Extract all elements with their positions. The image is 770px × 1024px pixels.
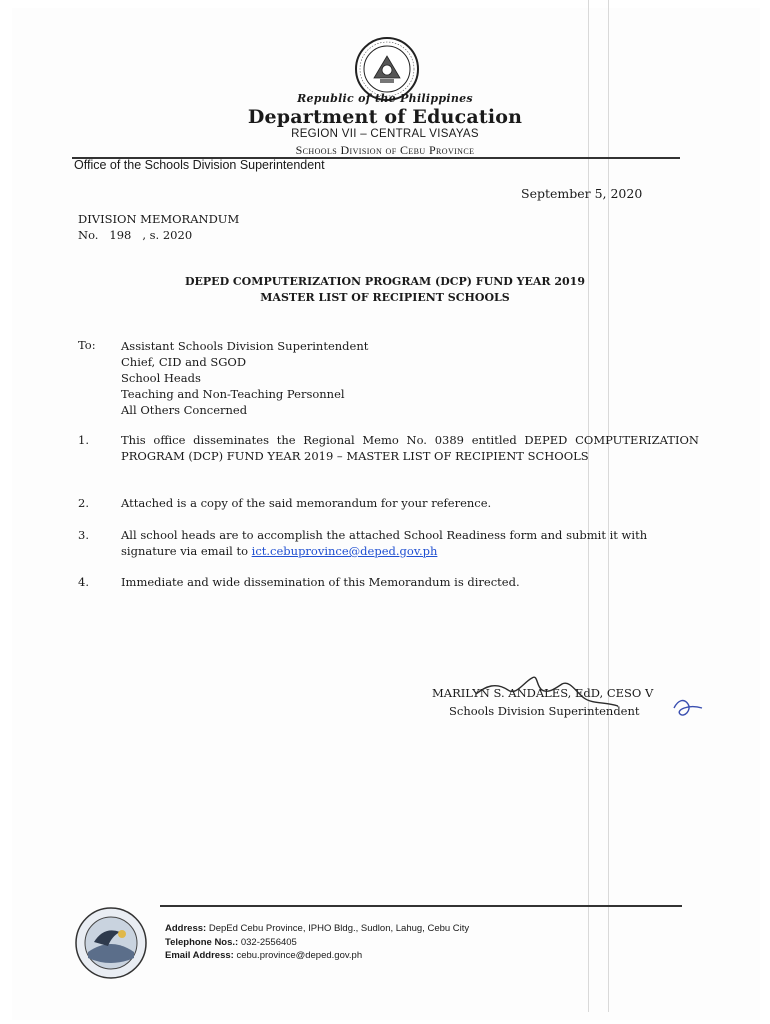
- division-seal-icon: [74, 906, 148, 980]
- item-number: 2.: [78, 496, 89, 510]
- department-heading: Department of Education: [247, 106, 523, 128]
- division-heading: Schools Division of Cebu Province: [295, 143, 475, 157]
- recipient-item: Assistant Schools Division Superintendent: [121, 339, 369, 353]
- memo-series: , s. 2020: [142, 228, 193, 242]
- memo-type: DIVISION MEMORANDUM: [78, 212, 240, 226]
- republic-heading: Republic of the Philippines: [297, 92, 473, 105]
- memo-number: [78, 227, 239, 243]
- recipient-item: School Heads: [121, 371, 201, 385]
- recipient-item: All Others Concerned: [121, 403, 248, 417]
- address-value: DepEd Cebu Province, IPHO Bldg., Sudlon, Lahug, Cebu City: [208, 923, 470, 934]
- memo-title-line1: DEPED COMPUTERIZATION PROGRAM (DCP) FUND YEAR 2019: [184, 275, 585, 288]
- memo-date: September 5, 2020: [521, 186, 643, 201]
- to-label: To:: [78, 338, 96, 352]
- memo-title-line2: MASTER LIST OF RECIPIENT SCHOOLS: [260, 291, 510, 304]
- email-link[interactable]: ict.cebuprovince@deped.gov.ph: [251, 544, 438, 558]
- email-label: Email Address:: [165, 950, 234, 961]
- item-text: Attached is a copy of the said memorandum for your reference.: [121, 496, 492, 510]
- item-text: Immediate and wide dissemination of this Memorandum is directed.: [121, 575, 520, 589]
- footer-contact: [165, 922, 469, 963]
- item-number: 1.: [78, 433, 89, 447]
- footer-divider: [160, 905, 682, 907]
- memo-no-value: 198: [109, 228, 132, 242]
- item-number: 3.: [78, 528, 89, 542]
- phone-value: 032-2556405: [240, 936, 297, 948]
- email-value[interactable]: cebu.province@deped.gov.ph: [236, 950, 363, 961]
- signatory-name: MARILYN S. ANDALES, EdD, CESO V: [432, 686, 654, 700]
- office-heading: Office of the Schools Division Superintendent: [74, 158, 325, 172]
- memo-header: [78, 211, 239, 243]
- item-text: This office disseminates the Regional Memo No. 0389 entitled DEPED COMPUTERIZATION PROGRAM (DCP) FUND YEAR 2019 – MASTER LIST OF RECIPIENT SCHOOLS: [121, 433, 699, 463]
- address-label: Address:: [165, 923, 207, 934]
- item-number: 4.: [78, 575, 89, 589]
- item-text: [121, 527, 699, 559]
- phone-label: Telephone Nos.:: [165, 936, 239, 948]
- memo-no-label: No.: [78, 228, 99, 242]
- recipient-item: Chief, CID and SGOD: [121, 355, 247, 369]
- memo-title: [0, 274, 770, 306]
- signatory-position: Schools Division Superintendent: [449, 704, 640, 718]
- recipient-item: Teaching and Non-Teaching Personnel: [121, 387, 345, 401]
- handwritten-signature-icon: [466, 664, 716, 724]
- region-heading: REGION VII – CENTRAL VISAYAS: [291, 128, 479, 140]
- recipient-list: [121, 338, 368, 418]
- item-text-before: All school heads are to accomplish the attached School Readiness form and submit it with signature via email to: [121, 528, 648, 558]
